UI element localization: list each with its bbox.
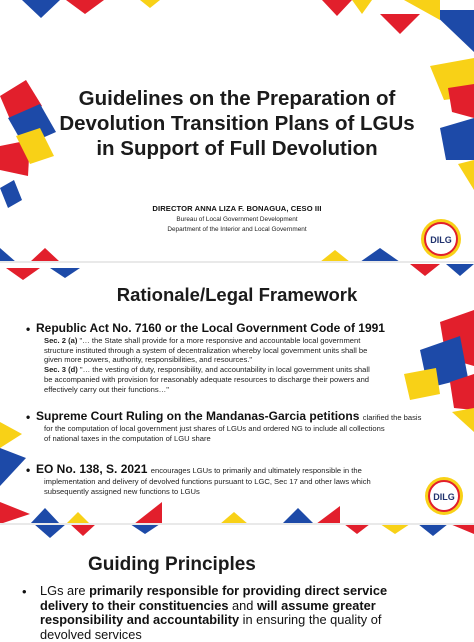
gp-part-d: and xyxy=(228,597,257,613)
slide-title xyxy=(0,0,474,262)
gp-part-c: delivery to their constituencies xyxy=(40,597,229,613)
mandanas-heading-bold: Supreme Court Ruling on the Mandanas-Garcia petitions xyxy=(36,409,360,423)
rationale-title: Rationale/Legal Framework xyxy=(116,284,358,305)
slide-divider-2 xyxy=(0,523,474,525)
title-line-1: Guidelines on the Preparation of xyxy=(78,87,396,110)
slide-rationale xyxy=(0,262,474,524)
sec3-line-3: effectively carry out their functions…" xyxy=(44,384,169,394)
bullet-1: • xyxy=(26,322,31,336)
slide-guiding-principles xyxy=(0,524,474,642)
bullet-3: • xyxy=(26,463,31,477)
eo-138-line-1: implementation and delivery of devolved functions pursuant to LGC, Sec 17 and other laws which xyxy=(44,477,371,486)
eo-138-heading-tail: encourages LGUs to primarily and ultimately responsible in the xyxy=(150,466,362,475)
mandanas-heading-tail: clarified the basis xyxy=(362,413,422,422)
dilg-logo xyxy=(420,218,462,260)
eo-138-body xyxy=(44,477,439,496)
bullet-2: • xyxy=(26,410,31,424)
gp-part-a: LGs are xyxy=(40,583,90,598)
sec3-line-1: "… the vesting of duty, responsibility, and accountability in local government units shall xyxy=(79,365,370,375)
bureau-name: Bureau of Local Government Development xyxy=(176,216,298,223)
mandanas-body xyxy=(44,424,439,443)
sec3-label: Sec. 3 (d) xyxy=(44,365,78,375)
ra-7160-heading: Republic Act No. 7160 or the Local Government Code of 1991 xyxy=(36,321,385,335)
sec2-line-3: given more powers, authority, responsibilities, and resources." xyxy=(44,355,253,365)
mandanas-heading xyxy=(36,409,421,423)
title-line-3: in Support of Full Devolution xyxy=(96,137,378,160)
gp-part-h: devolved services xyxy=(40,626,142,642)
eo-138-heading xyxy=(36,462,362,476)
logo-text-2: DILG xyxy=(433,492,455,502)
guide-bullet: • xyxy=(22,584,27,599)
logo-text: DILG xyxy=(430,235,452,245)
guiding-principles-title: Guiding Principles xyxy=(88,554,256,575)
eo-138-heading-bold: EO No. 138, S. 2021 xyxy=(36,462,148,476)
sec2-line-2: structure instituted through a system of decentralization whereby local government units shall be xyxy=(44,345,368,355)
dilg-logo-2 xyxy=(424,476,464,516)
sec2-label: Sec. 2 (a) xyxy=(44,336,78,345)
department-name: Department of the Interior and Local Government xyxy=(167,226,307,233)
gp-part-e: will assume greater xyxy=(256,597,376,613)
gp-part-b: primarily responsible for providing direct service xyxy=(89,583,388,598)
slide-divider-1 xyxy=(0,261,474,263)
sec2-line-1: "… the State shall provide for a more responsive and accountable local government xyxy=(79,336,361,345)
presenter-name: DIRECTOR ANNA LIZA F. BONAGUA, CESO III xyxy=(152,204,322,213)
title-line-2: Devolution Transition Plans of LGUs xyxy=(59,112,415,135)
gp-part-f: responsibility and accountability xyxy=(40,612,240,628)
eo-138-line-2: subsequently assigned new functions to LGUs xyxy=(44,486,200,496)
sec3-line-2: be accompanied with provision for reasonably adequate resources to discharge their powers and xyxy=(44,374,370,384)
ra-7160-body xyxy=(44,336,439,394)
presentation-title xyxy=(40,86,434,161)
gp-part-g: in ensuring the quality of xyxy=(239,612,382,628)
guiding-principle-text xyxy=(40,584,420,642)
mandanas-line-1: for the computation of local government just shares of LGUs and ordered NG to include all collections xyxy=(44,424,385,433)
mandanas-line-2: of national taxes in the computation of LGU share xyxy=(44,433,211,443)
